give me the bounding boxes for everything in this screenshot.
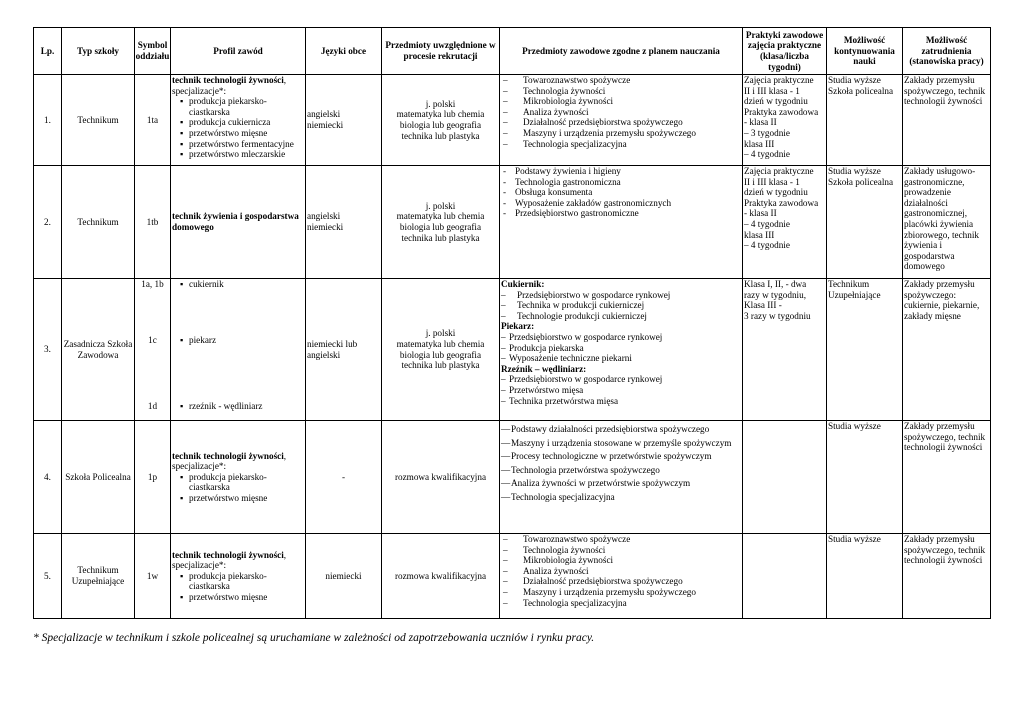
text-line: technika lub plastyka xyxy=(401,232,480,243)
list-item: — Analiza żywności w przetwórstwie spożywczym xyxy=(501,478,741,489)
list-item: ▪ przetwórstwo mięsne xyxy=(180,592,304,603)
list-item: – Technologia specjalizacyjna xyxy=(501,139,741,150)
cell-typ: Technikum xyxy=(62,75,135,166)
cell-zatrudnienie xyxy=(903,534,991,619)
list-item: ▪ cukiernik xyxy=(180,279,304,335)
header-jezyki: Języki obce xyxy=(306,28,382,75)
text-line: Studia wyższe xyxy=(828,166,881,176)
list-item: – Maszyny i urządzenia przemysłu spożywczego xyxy=(501,128,741,139)
profil-title: technik technologii żywności xyxy=(172,450,284,461)
text-line: j. polski xyxy=(425,328,456,339)
text-line: gospodarstwa xyxy=(904,250,955,261)
list-item: – Technologie produkcji cukierniczej xyxy=(501,311,741,322)
list-item: ▪ piekarz xyxy=(180,335,304,401)
text-line: Klasa I, II, - dwa xyxy=(744,279,807,289)
list-item: ▪ produkcja piekarsko-ciastkarska xyxy=(180,571,304,592)
cell-rekrutacja xyxy=(382,75,500,166)
table-row xyxy=(34,421,991,534)
text-line: technologii żywności xyxy=(904,555,983,566)
text-line: Zajęcia praktyczne xyxy=(744,166,814,176)
cell-nauka xyxy=(827,166,903,279)
list-item: – Działalność przedsiębiorstwa spożywczego xyxy=(501,117,741,128)
text-line: placówki żywienia xyxy=(904,218,974,229)
text-line: zbiorowego, technik xyxy=(904,229,980,240)
cell-zatrudnienie xyxy=(903,279,991,421)
text-line: Studia wyższe xyxy=(828,534,881,544)
text-line: Praktyka zawodowa xyxy=(744,106,819,117)
profil-comma: , xyxy=(283,75,287,85)
cell-symbol: 1p xyxy=(135,421,171,534)
symbol-line: 1d xyxy=(147,401,158,411)
text-line: Zakłady przemysłu xyxy=(904,534,975,544)
cell-rekrutacja xyxy=(382,279,500,421)
text-line: niemiecki lub xyxy=(307,338,358,349)
text-line: razy w tygodniu, xyxy=(744,289,807,300)
list-item: — Technologia specjalizacyjna xyxy=(501,492,741,503)
text-line: spożywczego, technik xyxy=(904,431,986,442)
table-row xyxy=(34,75,991,166)
group-title: Rzeźnik – wędliniarz: xyxy=(501,363,587,374)
header-profil: Profil zawód xyxy=(171,28,306,75)
cell-przedmioty xyxy=(500,279,743,421)
cell-praktyki xyxy=(743,166,827,279)
list-item: – Przedsiębiorstwo w gospodarce rynkowej xyxy=(501,332,741,343)
cell-praktyki xyxy=(743,279,827,421)
cell-jezyki xyxy=(306,75,382,166)
text-line: Studia wyższe xyxy=(828,421,881,431)
profil-comma: , xyxy=(283,450,287,461)
list-item: – Towaroznawstwo spożywcze xyxy=(501,534,741,545)
list-item: – Technika przetwórstwa mięsa xyxy=(501,396,741,407)
text-line: Zakłady przemysłu xyxy=(904,279,975,289)
cell-nauka xyxy=(827,534,903,619)
text-line: angielski xyxy=(307,211,341,222)
list-item: — Podstawy działalności przedsiębiorstwa spożywczego xyxy=(501,424,741,435)
group-title: Piekarz: xyxy=(501,321,535,332)
cell-jezyki: niemiecki xyxy=(306,534,382,619)
cell-profil xyxy=(171,75,306,166)
text-line: - klasa II xyxy=(744,208,777,219)
cell-przedmioty xyxy=(500,421,743,534)
list-item: – Mikrobiologia żywności xyxy=(501,96,741,107)
list-item: - Podstawy żywienia i higieny xyxy=(501,166,741,177)
cell-symbol: 1ta xyxy=(135,75,171,166)
list-item: — Procesy technologiczne w przetwórstwie spożywczym xyxy=(501,451,741,462)
header-mozliwosc-zatrudnienia: Możliwość zatrudnienia (stanowiska pracy) xyxy=(903,28,991,75)
cell-nauka xyxy=(827,279,903,421)
list-item: - Przedsiębiorstwo gastronomiczne xyxy=(501,208,741,219)
cell-rekrutacja: rozmowa kwalifikacyjna xyxy=(382,421,500,534)
list-item: – Technika w produkcji cukierniczej xyxy=(501,300,741,311)
text-line: technika lub plastyka xyxy=(401,360,480,371)
list-item: – Maszyny i urządzenia przemysłu spożywczego xyxy=(501,587,741,598)
text-line: – 4 tygodnie xyxy=(744,218,790,229)
text-line: technologii żywności xyxy=(904,442,983,453)
list-item: — Maszyny i urządzenia stosowane w przemyśle spożywczym xyxy=(501,438,741,449)
group-title: Cukiernik: xyxy=(501,279,545,289)
cell-profil xyxy=(171,421,306,534)
list-item: ▪ produkcja piekarsko-ciastkarska xyxy=(180,472,304,493)
list-item: ▪ produkcja cukiernicza xyxy=(180,117,304,128)
text-line: niemiecki xyxy=(307,120,344,130)
table-row xyxy=(34,534,991,619)
text-line: dzień w tygodniu xyxy=(744,187,808,198)
cell-jezyki xyxy=(306,279,382,421)
text-line: – 4 tygodnie xyxy=(744,149,790,160)
text-line: II i III klasa - 1 xyxy=(744,176,800,187)
text-line: spożywczego, technik xyxy=(904,544,986,555)
list-item: – Przetwórstwo mięsa xyxy=(501,385,741,396)
text-line: biologia lub geografia xyxy=(399,349,482,360)
cell-praktyki xyxy=(743,421,827,534)
cell-symbol: 1w xyxy=(135,534,171,619)
cell-typ: Technikum Uzupełniające xyxy=(62,534,135,619)
text-line: Szkoła policealna xyxy=(828,176,894,187)
text-line: j. polski xyxy=(425,98,456,109)
text-line: Zakłady przemysłu xyxy=(904,421,975,431)
text-line: 3 razy w tygodniu xyxy=(744,310,811,321)
cell-lp: 2. xyxy=(34,166,62,279)
cell-lp: 4. xyxy=(34,421,62,534)
text-line: matematyka lub chemia xyxy=(396,338,485,349)
cell-rekrutacja xyxy=(382,166,500,279)
cell-lp: 3. xyxy=(34,279,62,421)
text-line: – 3 tygodnie xyxy=(744,127,790,138)
header-lp: Lp. xyxy=(34,28,62,75)
profil-spec-label: specjalizacje*: xyxy=(172,560,227,571)
text-line: Zakłady usługowo- xyxy=(904,166,976,176)
text-line: Klasa III - xyxy=(744,300,782,311)
list-item: ▪ przetwórstwo mięsne xyxy=(180,128,304,139)
text-line: Praktyka zawodowa xyxy=(744,197,819,208)
list-item: – Mikrobiologia żywności xyxy=(501,555,741,566)
cell-przedmioty xyxy=(500,166,743,279)
list-item: – Przedsiębiorstwo w gospodarce rynkowej xyxy=(501,374,741,385)
text-line: technologii żywności xyxy=(904,96,983,107)
text-line: angielski xyxy=(307,109,341,120)
list-item: – Technologia specjalizacyjna xyxy=(501,598,741,609)
text-line: Studia wyższe xyxy=(828,75,881,85)
list-item: – Wyposażenie techniczne piekarni xyxy=(501,353,741,364)
text-line: gastronomicznej, xyxy=(904,208,968,219)
cell-lp: 1. xyxy=(34,75,62,166)
text-line: żywienia i xyxy=(904,240,943,251)
text-line: Zajęcia praktyczne xyxy=(744,75,814,85)
cell-lp: 5. xyxy=(34,534,62,619)
list-item: ▪ przetwórstwo mleczarskie xyxy=(180,149,304,160)
cell-przedmioty xyxy=(500,75,743,166)
list-item: - Obsługa konsumenta xyxy=(501,187,741,198)
cell-nauka xyxy=(827,421,903,534)
text-line: zakłady mięsne xyxy=(904,310,961,321)
header-row xyxy=(34,28,991,75)
header-praktyki: Praktyki zawodowe zajęcia praktyczne (klasa/liczba tygodni) xyxy=(743,28,827,75)
profil-spec-label: specjalizacje*: xyxy=(172,461,227,472)
cell-symbol xyxy=(135,279,171,421)
text-line: działalności xyxy=(904,197,948,208)
cell-jezyki xyxy=(306,166,382,279)
text-line: biologia lub geografia xyxy=(399,222,482,232)
list-item: – Produkcja piekarska xyxy=(501,343,741,354)
text-line: spożywczego: xyxy=(904,289,957,300)
profil-spec-label: specjalizacje*: xyxy=(172,85,227,96)
text-line: Uzupełniające xyxy=(828,289,881,300)
text-line: j. polski xyxy=(425,200,456,211)
list-item: - Wyposażenie zakładów gastronomicznych xyxy=(501,198,741,209)
cell-profil: technik żywienia i gospodarstwa domowego xyxy=(171,166,306,279)
text-line: matematyka lub chemia xyxy=(396,109,485,120)
profil-comma: , xyxy=(283,549,287,560)
header-przedmioty-rekrutacji: Przedmioty uwzględnione w procesie rekrutacji xyxy=(382,28,500,75)
list-item: – Technologia żywności xyxy=(501,86,741,97)
text-line: II i III klasa - 1 xyxy=(744,85,800,96)
cell-praktyki xyxy=(743,75,827,166)
cell-przedmioty xyxy=(500,534,743,619)
footnote: * Specjalizacje w technikum i szkole policealnej są uruchamiane w zależności od zapotrzebowania uczniów i rynku pracy. xyxy=(33,632,595,644)
text-line: – 4 tygodnie xyxy=(744,240,790,251)
text-line: prowadzenie xyxy=(904,187,951,198)
text-line: angielski xyxy=(307,349,341,360)
cell-symbol: 1tb xyxy=(135,166,171,279)
text-line: niemiecki xyxy=(307,222,344,232)
list-item: – Analiza żywności xyxy=(501,107,741,118)
list-item: - Technologia gastronomiczna xyxy=(501,177,741,188)
profil-title: technik technologii żywności xyxy=(172,75,284,85)
list-item: – Towaroznawstwo spożywcze xyxy=(501,75,741,86)
cell-jezyki: - xyxy=(306,421,382,534)
cell-typ: Technikum xyxy=(62,166,135,279)
text-line: cukiernie, piekarnie, xyxy=(904,300,980,311)
cell-zatrudnienie xyxy=(903,75,991,166)
list-item: – Technologia żywności xyxy=(501,545,741,556)
text-line: Zakłady przemysłu xyxy=(904,75,975,85)
text-line: Szkoła policealna xyxy=(828,85,894,96)
header-typ-szkoly: Typ szkoły xyxy=(62,28,135,75)
text-line: technika lub plastyka xyxy=(401,130,480,141)
text-line: klasa III xyxy=(744,229,775,240)
cell-typ: Szkoła Policealna xyxy=(62,421,135,534)
header-symbol: Symbol oddziału xyxy=(135,28,171,75)
text-line: spożywczego, technik xyxy=(904,85,986,96)
header-mozliwosc-nauki: Możliwość kontynuowania nauki xyxy=(827,28,903,75)
text-line: gastronomiczne, xyxy=(904,176,965,187)
table-row xyxy=(34,166,991,279)
header-przedmioty-zawodowe: Przedmioty zawodowe zgodne z planem nauczania xyxy=(500,28,743,75)
list-item: – Przedsiębiorstwo w gospodarce rynkowej xyxy=(501,290,741,301)
table-row xyxy=(34,279,991,421)
cell-profil xyxy=(171,279,306,421)
cell-zatrudnienie xyxy=(903,166,991,279)
symbol-line: 1a, 1b xyxy=(141,279,164,289)
text-line: Technikum xyxy=(828,279,870,289)
text-line: klasa III xyxy=(744,138,775,149)
list-item: — Technologia przetwórstwa spożywczego xyxy=(501,465,741,476)
list-item: ▪ rzeźnik - wędliniarz xyxy=(180,401,304,412)
cell-nauka xyxy=(827,75,903,166)
symbol-line: 1c xyxy=(148,335,157,345)
list-item: – Działalność przedsiębiorstwa spożywczego xyxy=(501,576,741,587)
list-item: ▪ produkcja piekarsko-ciastkarska xyxy=(180,96,304,117)
text-line: - klasa II xyxy=(744,117,777,128)
list-item: ▪ przetwórstwo fermentacyjne xyxy=(180,139,304,150)
text-line: biologia lub geografia xyxy=(399,120,482,130)
list-item: ▪ przetwórstwo mięsne xyxy=(180,493,304,504)
cell-zatrudnienie xyxy=(903,421,991,534)
list-item: – Analiza żywności xyxy=(501,566,741,577)
school-offer-table xyxy=(33,27,991,619)
text-line: domowego xyxy=(904,261,945,272)
cell-rekrutacja: rozmowa kwalifikacyjna xyxy=(382,534,500,619)
cell-typ: Zasadnicza Szkoła Zawodowa xyxy=(62,279,135,421)
text-line: matematyka lub chemia xyxy=(396,211,485,222)
profil-title: technik technologii żywności xyxy=(172,549,284,560)
cell-praktyki xyxy=(743,534,827,619)
text-line: dzień w tygodniu xyxy=(744,96,808,107)
cell-profil xyxy=(171,534,306,619)
